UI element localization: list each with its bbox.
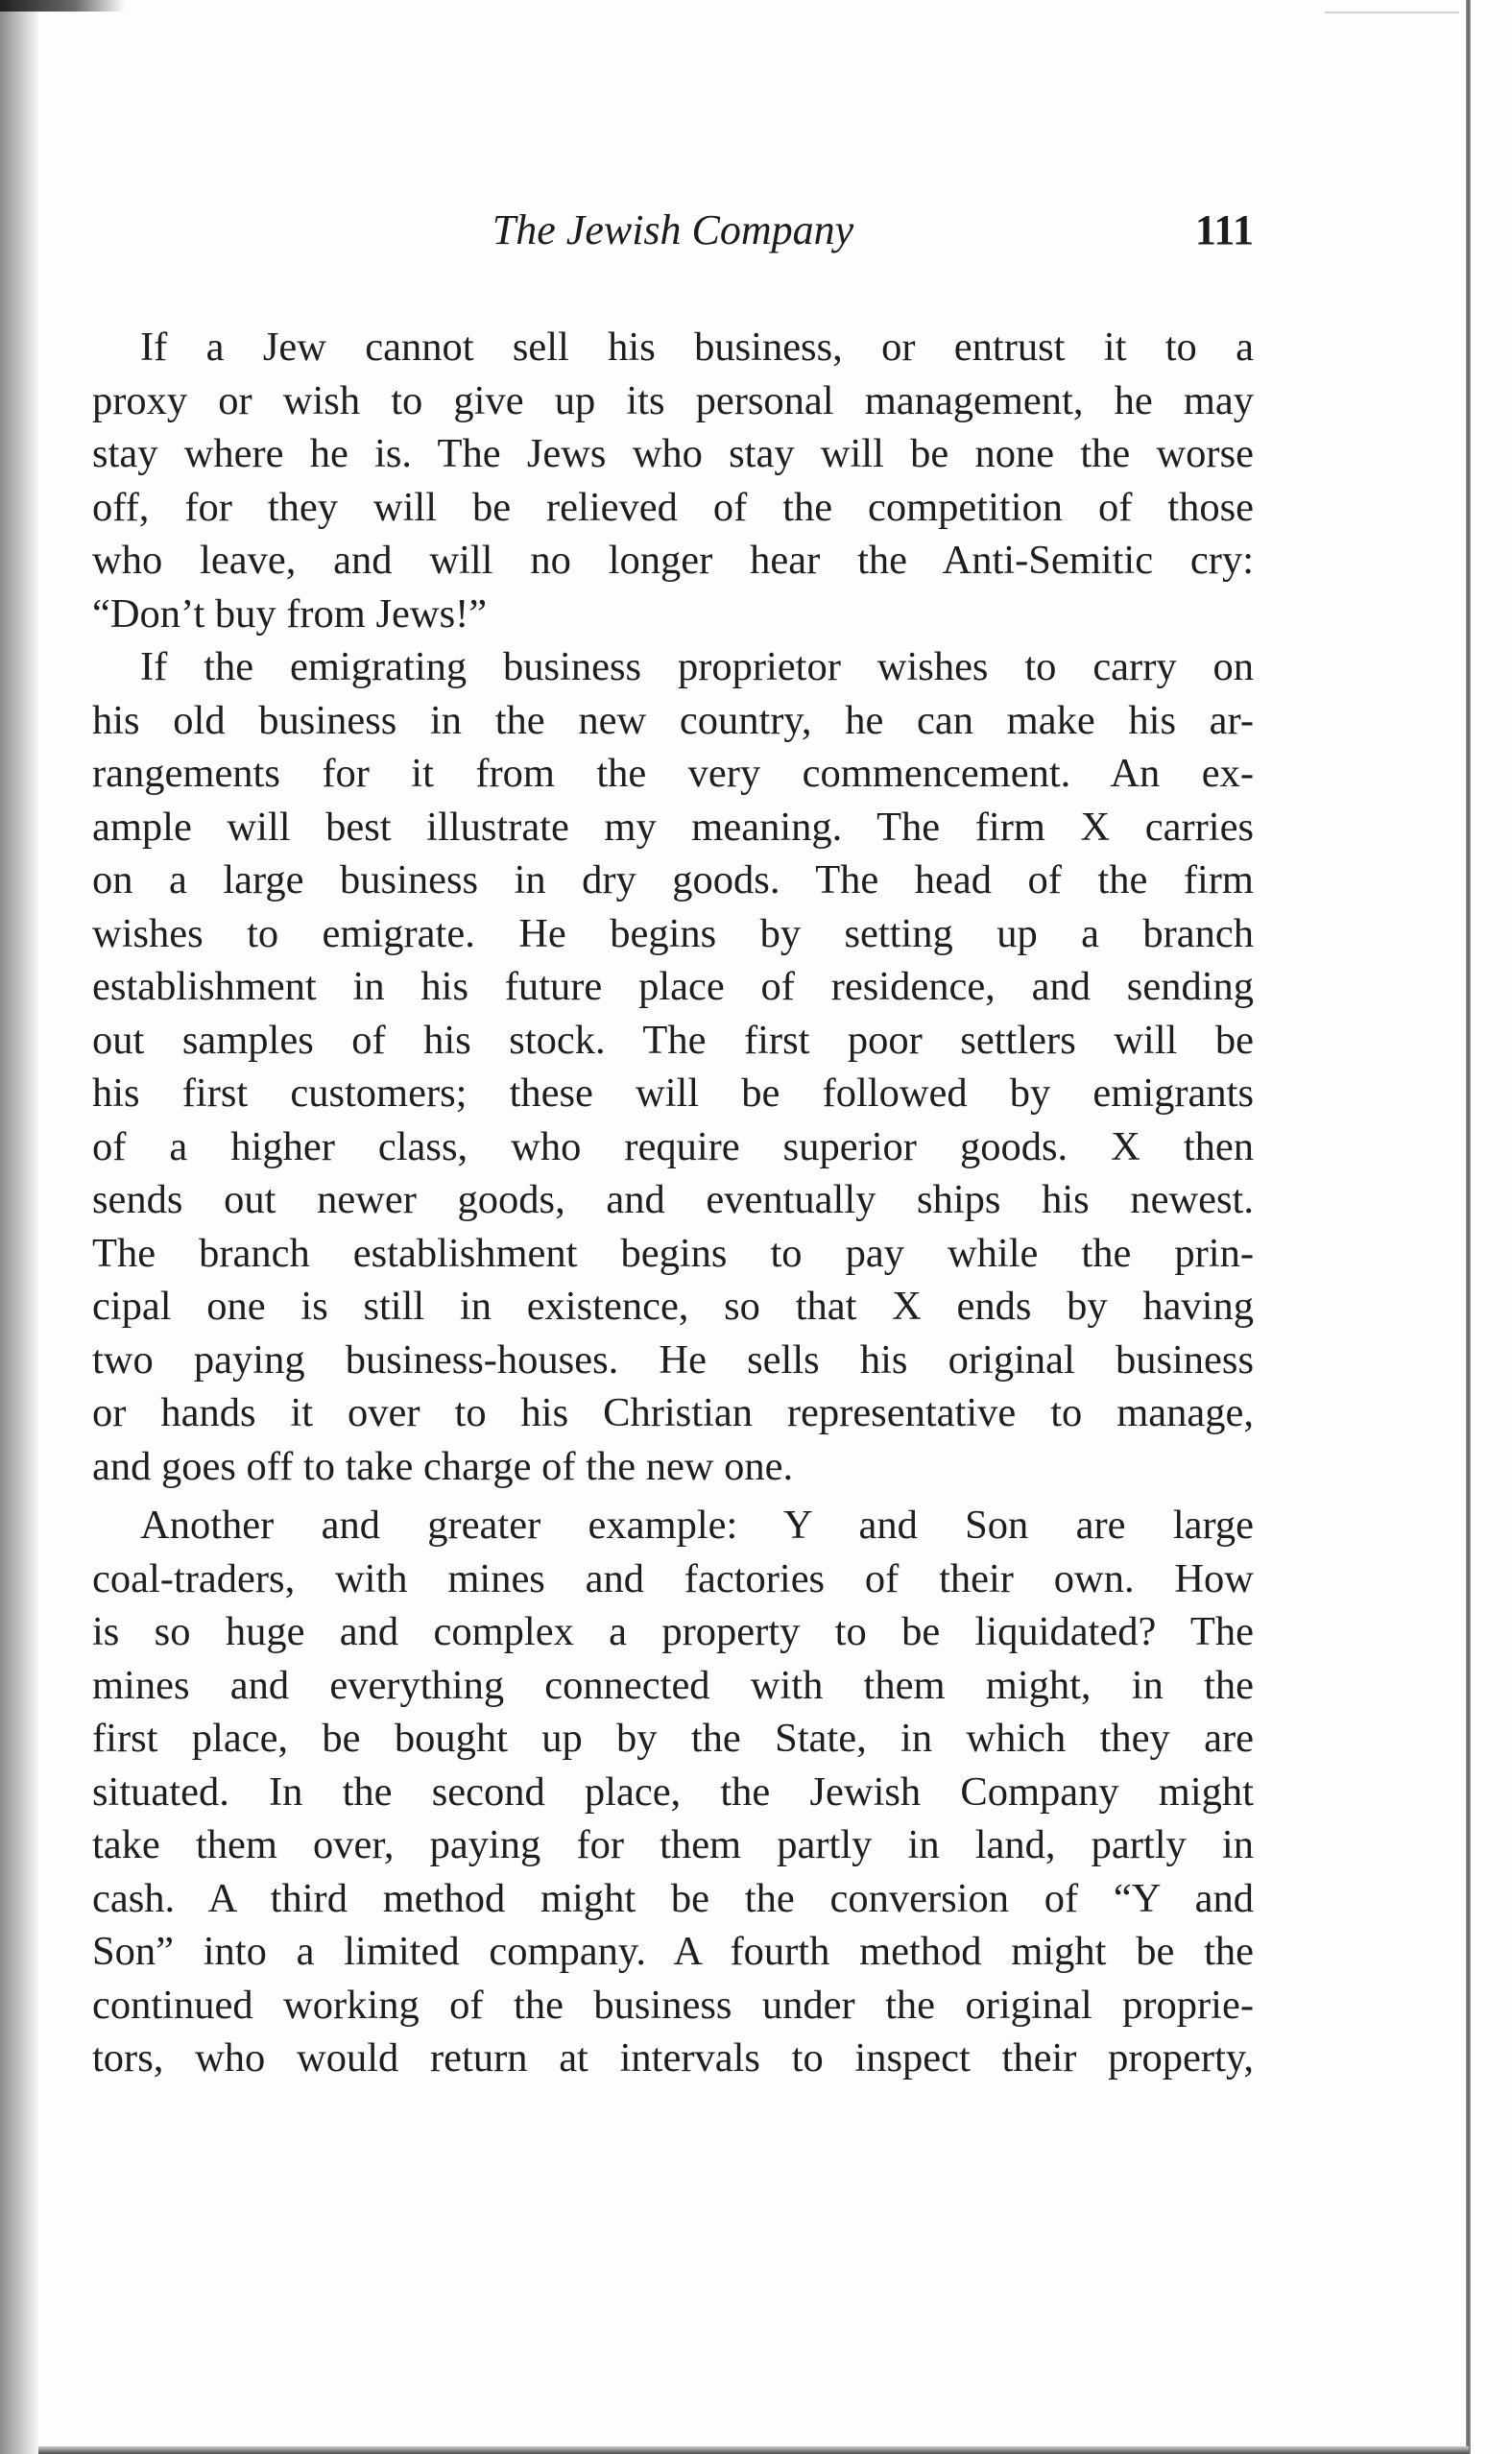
text-line: Another and greater example: Y and Son are large — [140, 1503, 1254, 1548]
body-text — [92, 321, 1254, 2085]
text-line: out samples of his stock. The first poor settlers will be — [92, 1017, 1254, 1063]
text-line: his old business in the new country, he can make his ar- — [92, 697, 1254, 743]
text-line: proxy or wish to give up its personal management, he may — [92, 377, 1254, 423]
page-number: 111 — [1194, 206, 1254, 253]
text-line: and goes off to take charge of the new one. — [92, 1443, 794, 1489]
text-line: of a higher class, who require superior goods. X then — [92, 1123, 1254, 1169]
text-line: establishment in his future place of residence, and sending — [92, 964, 1254, 1009]
scan-top-right-rule — [1325, 12, 1459, 13]
paragraph-2 — [92, 640, 1254, 1493]
text-line: continued working of the business under the original proprie- — [92, 1982, 1254, 2028]
text-line: his first customers; these will be followed by emigrants — [92, 1071, 1254, 1116]
text-line: If the emigrating business proprietor wishes to carry on — [140, 644, 1254, 689]
text-line: rangements for it from the very commencement. An ex- — [92, 751, 1254, 796]
text-line: take them over, paying for them partly in land, partly in — [92, 1822, 1254, 1867]
text-line: coal-traders, with mines and factories of their own. How — [92, 1555, 1254, 1601]
text-line: first place, be bought up by the State, in which they are — [92, 1716, 1254, 1761]
text-line: or hands it over to his Christian representative to manage, — [92, 1390, 1254, 1435]
text-line: who leave, and will no longer hear the Anti-Semitic cry: — [92, 538, 1254, 583]
page-header — [92, 202, 1254, 259]
text-line: situated. In the second place, the Jewish Company might — [92, 1768, 1254, 1815]
text-line: on a large business in dry goods. The head of the firm — [92, 857, 1254, 902]
text-line: wishes to emigrate. He begins by setting up a branch — [92, 910, 1254, 956]
text-line: stay where he is. The Jews who stay will be none the worse — [92, 431, 1254, 476]
scan-top-left-shadow — [0, 0, 125, 12]
scan-right-border — [1466, 0, 1471, 2454]
text-line: two paying business-houses. He sells his original business — [92, 1336, 1254, 1383]
text-line: off, for they will be relieved of the competition of those — [92, 484, 1254, 530]
text-line: sends out newer goods, and eventually ships his newest. — [92, 1177, 1254, 1222]
text-line: Son” into a limited company. A fourth method might be the — [92, 1929, 1254, 1974]
text-line: cash. A third method might be the conversion of “Y and — [92, 1875, 1254, 1921]
text-line: tors, who would return at intervals to inspect their property, — [92, 2035, 1254, 2081]
text-line: mines and everything connected with them might, in the — [92, 1662, 1254, 1708]
paragraph-1 — [92, 321, 1254, 640]
text-line: If a Jew cannot sell his business, or entrust it to a — [140, 325, 1254, 370]
text-line: cipal one is still in existence, so that X ends by having — [92, 1284, 1254, 1329]
scan-left-margin-shadow — [0, 0, 38, 2454]
text-line: “Don’t buy from Jews!” — [92, 590, 488, 637]
text-line: is so huge and complex a property to be liquidated? The — [92, 1609, 1254, 1654]
text-line: ample will best illustrate my meaning. The firm X carries — [92, 804, 1254, 850]
paragraph-3 — [92, 1499, 1254, 2085]
text-line: The branch establishment begins to pay while the prin- — [92, 1230, 1254, 1276]
scan-bottom-border — [38, 2446, 1469, 2454]
running-title: The Jewish Company — [492, 206, 854, 253]
